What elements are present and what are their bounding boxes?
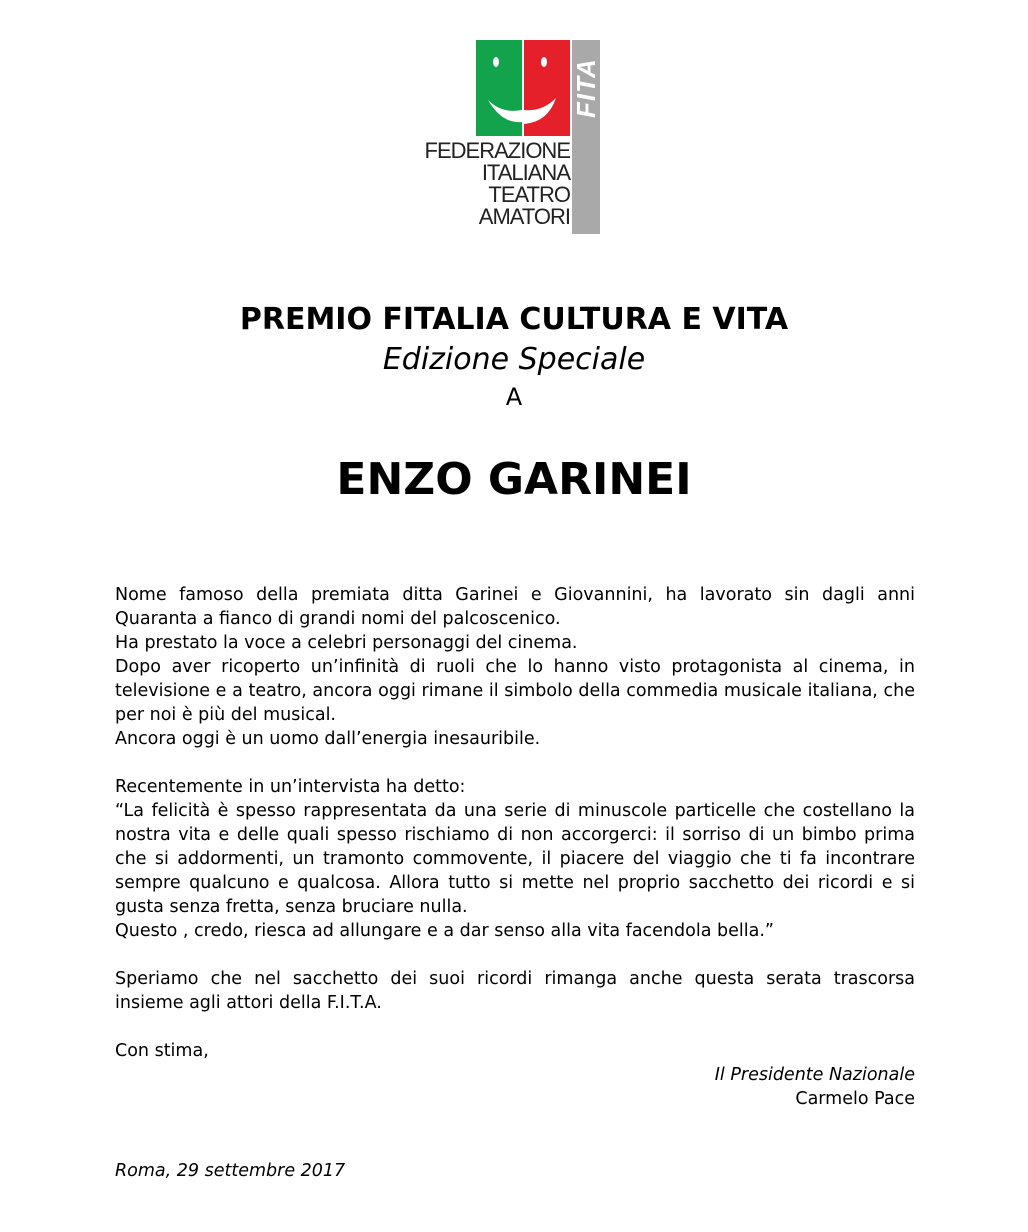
logo-wordmark — [424, 140, 570, 228]
paragraph-gap — [115, 751, 915, 775]
body-paragraph: Speriamo che nel sacchetto dei suoi ricordi rimanga anche questa serata trascorsa insieme agli attori della F.I.T.A. — [115, 969, 915, 1013]
body-paragraph: Recentemente in un’intervista ha detto: — [115, 777, 466, 797]
award-subtitle: Edizione Speciale — [382, 342, 646, 377]
quote-paragraph: Questo , credo, riesca ad allungare e a dar senso alla vita facendola bella.” — [115, 921, 774, 941]
quote-paragraph: “La felicità è spesso rappresentata da una serie di minuscole particelle che costellano la nostra vita e delle quali spesso rischiamo di non accorgerci: il sorriso di un bimbo prima che si addormenti, un tramonto commovente, il piacere del viaggio che ti fa incontrare sempre qualcuno e qualcosa. Allora tutto si mette nel proprio sacchetto dei ricordi e si gusta senza fretta, senza bruciare nulla. — [115, 801, 915, 917]
fita-logo — [424, 40, 606, 236]
closing-salutation: Con stima, — [115, 1041, 209, 1061]
award-title: PREMIO FITALIA CULTURA E VITA — [239, 302, 789, 337]
signatory-name: Carmelo Pace — [795, 1089, 915, 1109]
theatre-mask-icon — [476, 40, 572, 136]
body-paragraph: Nome famoso della premiata ditta Garinei e Giovannini, ha lavorato sin dagli anni Quaranta a fianco di grandi nomi del palcoscenico. — [115, 585, 915, 629]
place-date: Roma, 29 settembre 2017 — [115, 1161, 346, 1181]
paragraph-gap — [115, 1015, 915, 1039]
body-paragraph: Ancora oggi è un uomo dall’energia inesauribile. — [115, 729, 541, 749]
signatory-role: Il Presidente Nazionale — [714, 1065, 915, 1085]
recipient-preposition: A — [505, 383, 523, 411]
logo-line: ITALIANA — [481, 160, 570, 185]
logo-line: TEATRO — [488, 182, 570, 207]
logo-line: AMATORI — [478, 204, 570, 229]
recipient-name: ENZO GARINEI — [336, 454, 692, 505]
paragraph-gap — [115, 943, 915, 967]
logo-fita-text: FITA — [571, 58, 601, 118]
body-paragraph: Ha prestato la voce a celebri personaggi del cinema. — [115, 633, 578, 653]
logo-line: FEDERAZIONE — [424, 138, 570, 163]
body-paragraph: Dopo aver ricoperto un’infinità di ruoli che lo hanno visto protagonista al cinema, in televisione e a teatro, ancora oggi rimane il simbolo della commedia musicale italiana, che per noi è più del musical. — [115, 657, 915, 725]
letter-body — [115, 583, 915, 1063]
signature-block — [615, 1063, 915, 1111]
